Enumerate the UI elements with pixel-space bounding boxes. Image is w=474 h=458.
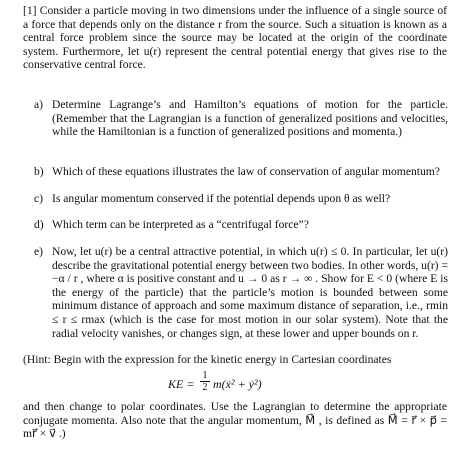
- problem-intro: [1] Consider a particle moving in two dimensions under the influence of a single source of a force that depends only on the distance r from the source. Such a situation is known as a central force problem since the source may be located at the origin of the coordinate system. Furthermore, let u(r) represent the central potential energy that gives rise to the conservative central force.: [23, 4, 447, 72]
- question-text: Is angular momentum conserved if the potential depends upon θ as well?: [52, 192, 391, 205]
- question-label: b): [34, 165, 44, 178]
- question-text: Determine Lagrange’s and Hamilton’s equations of motion for the particle. (Remember that the Lagrangian is a function of generalized positions and velocities, while the Hamiltonian is a function of generalized positions and momenta.): [52, 98, 448, 139]
- hint-text: (Hint: Begin with the expression for the kinetic energy in Cartesian coordinates: [23, 353, 392, 366]
- question-label: a): [34, 98, 44, 111]
- fraction-denominator: 2: [202, 382, 208, 393]
- equation-fraction: [200, 370, 210, 393]
- question-text: Now, let u(r) be a central attractive potential, in which u(r) ≤ 0. In particular, let u(r) describe the gravitational potential energy between two bodies. In other words, u(r) = −α / r , where α is positive constant and u → 0 as r → ∞ . Show for E < 0 (where E is the energy of the particle) that the particle’s motion is bounded between some minimum distance of approach and some maximum distance of separation, i.e., rmin ≤ r ≤ rmax (which is the case for most motion in our solar system). Note that the radial velocity vanishes, or changes sign, at these lower and upper bounds on r.: [52, 245, 448, 340]
- question-text: Which term can be interpreted as a “centrifugal force”?: [52, 218, 309, 231]
- equation-lhs: KE =: [168, 377, 195, 391]
- question-label: e): [34, 245, 44, 258]
- question-label: d): [34, 218, 44, 231]
- fraction-numerator: 1: [202, 370, 208, 381]
- question-label: c): [34, 192, 44, 205]
- question-text: Which of these equations illustrates the law of conservation of angular momentum?: [52, 165, 440, 178]
- hint-continuation: and then change to polar coordinates. Use the Lagrangian to determine the appropriate conjugate momenta. Also note that the angular momentum, M⃗ , is defined as M⃗ = r⃗ × p⃗ = mr⃗ × v⃗ .): [23, 400, 447, 441]
- kinetic-energy-equation: [168, 370, 328, 398]
- equation-rhs: m(ẋ² + ẏ²): [213, 377, 262, 391]
